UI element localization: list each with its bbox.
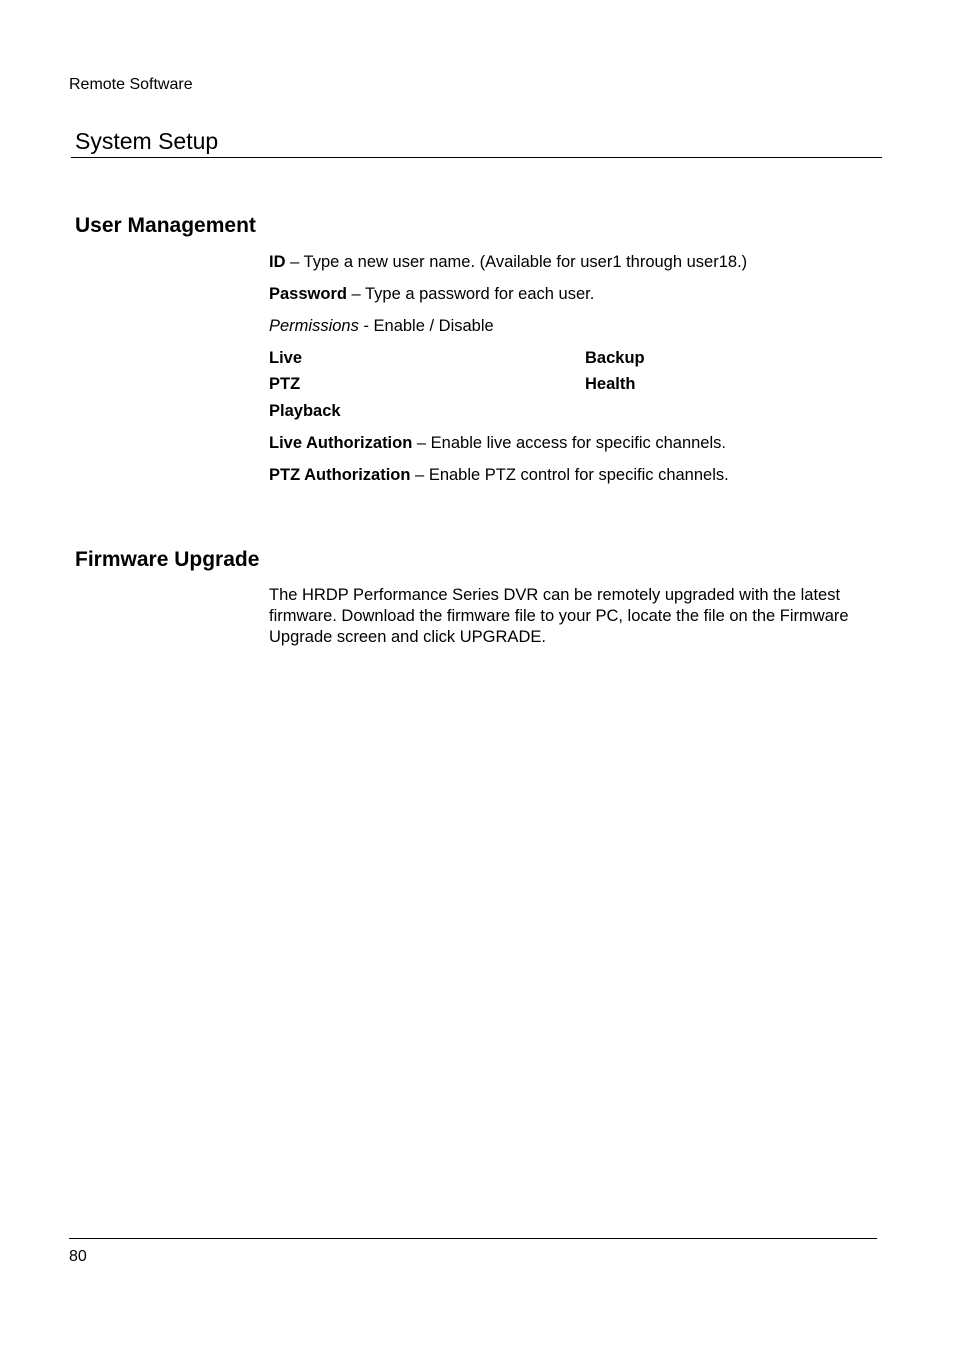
live-authorization-description xyxy=(269,433,726,454)
firmware-body-line: The HRDP Performance Series DVR can be remotely upgraded with the latest xyxy=(269,586,841,604)
permissions-term: Permissions xyxy=(269,317,359,335)
firmware-body-line: firmware. Download the firmware file to your PC, locate the file on the Firmware xyxy=(269,607,849,625)
chapter-title: System Setup xyxy=(75,128,219,154)
permissions-desc: - Enable / Disable xyxy=(358,317,494,335)
chapter-divider xyxy=(71,157,882,158)
ptz-authorization-term: PTZ Authorization xyxy=(269,466,411,484)
password-description xyxy=(269,284,594,305)
user-management-heading: User Management xyxy=(75,214,256,237)
firmware-upgrade-body xyxy=(269,585,881,648)
password-desc: Type a password for each user. xyxy=(365,285,595,303)
permission-health: Health xyxy=(585,375,636,393)
firmware-body-line: Upgrade screen and click UPGRADE. xyxy=(269,628,546,646)
page-number: 80 xyxy=(69,1248,87,1265)
ptz-authorization-desc: Enable PTZ control for specific channels. xyxy=(428,466,729,484)
permission-playback: Playback xyxy=(269,402,341,420)
ptz-authorization-description xyxy=(269,465,729,486)
password-separator: – xyxy=(346,285,365,303)
permissions-description xyxy=(269,316,494,337)
id-term: ID xyxy=(269,253,286,271)
permission-backup: Backup xyxy=(585,349,645,367)
running-header: Remote Software xyxy=(69,76,193,93)
id-separator: – xyxy=(285,253,304,271)
live-authorization-separator: – xyxy=(412,434,431,452)
firmware-upgrade-heading: Firmware Upgrade xyxy=(75,548,260,571)
live-authorization-term: Live Authorization xyxy=(269,434,413,452)
ptz-authorization-separator: – xyxy=(410,466,429,484)
footer-divider xyxy=(69,1238,877,1239)
id-desc: Type a new user name. (Available for user1 through user18.) xyxy=(303,253,748,271)
permission-live: Live xyxy=(269,349,303,367)
password-term: Password xyxy=(269,285,347,303)
live-authorization-desc: Enable live access for specific channels. xyxy=(430,434,726,452)
id-description xyxy=(269,252,747,273)
permission-ptz: PTZ xyxy=(269,375,301,393)
